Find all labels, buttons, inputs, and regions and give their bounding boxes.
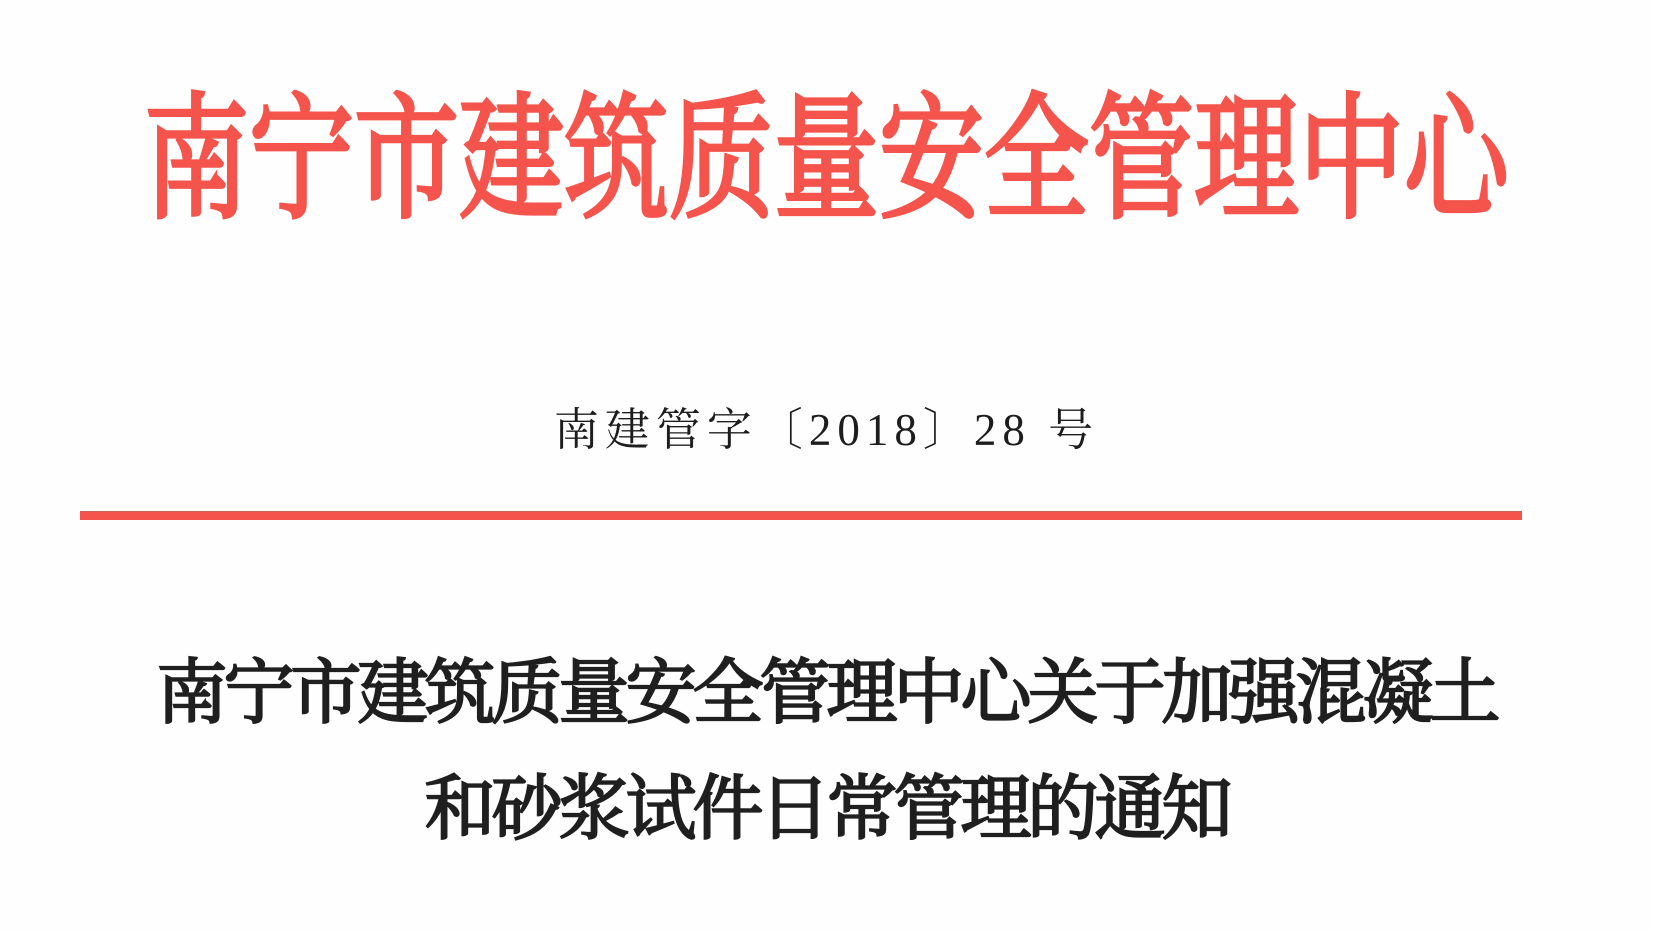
agency-masthead-title: 南宁市建筑质量安全管理中心 bbox=[143, 84, 1509, 237]
notice-title-line-2: 和砂浆试件日常管理的通知 bbox=[424, 771, 1229, 849]
notice-title bbox=[0, 636, 1653, 868]
document-reference-number: 南建管字〔2018〕28 号 bbox=[553, 405, 1100, 455]
notice-title-line-1: 南宁市建筑质量安全管理中心关于加强混凝土 bbox=[156, 655, 1497, 733]
red-divider-line bbox=[80, 511, 1522, 520]
